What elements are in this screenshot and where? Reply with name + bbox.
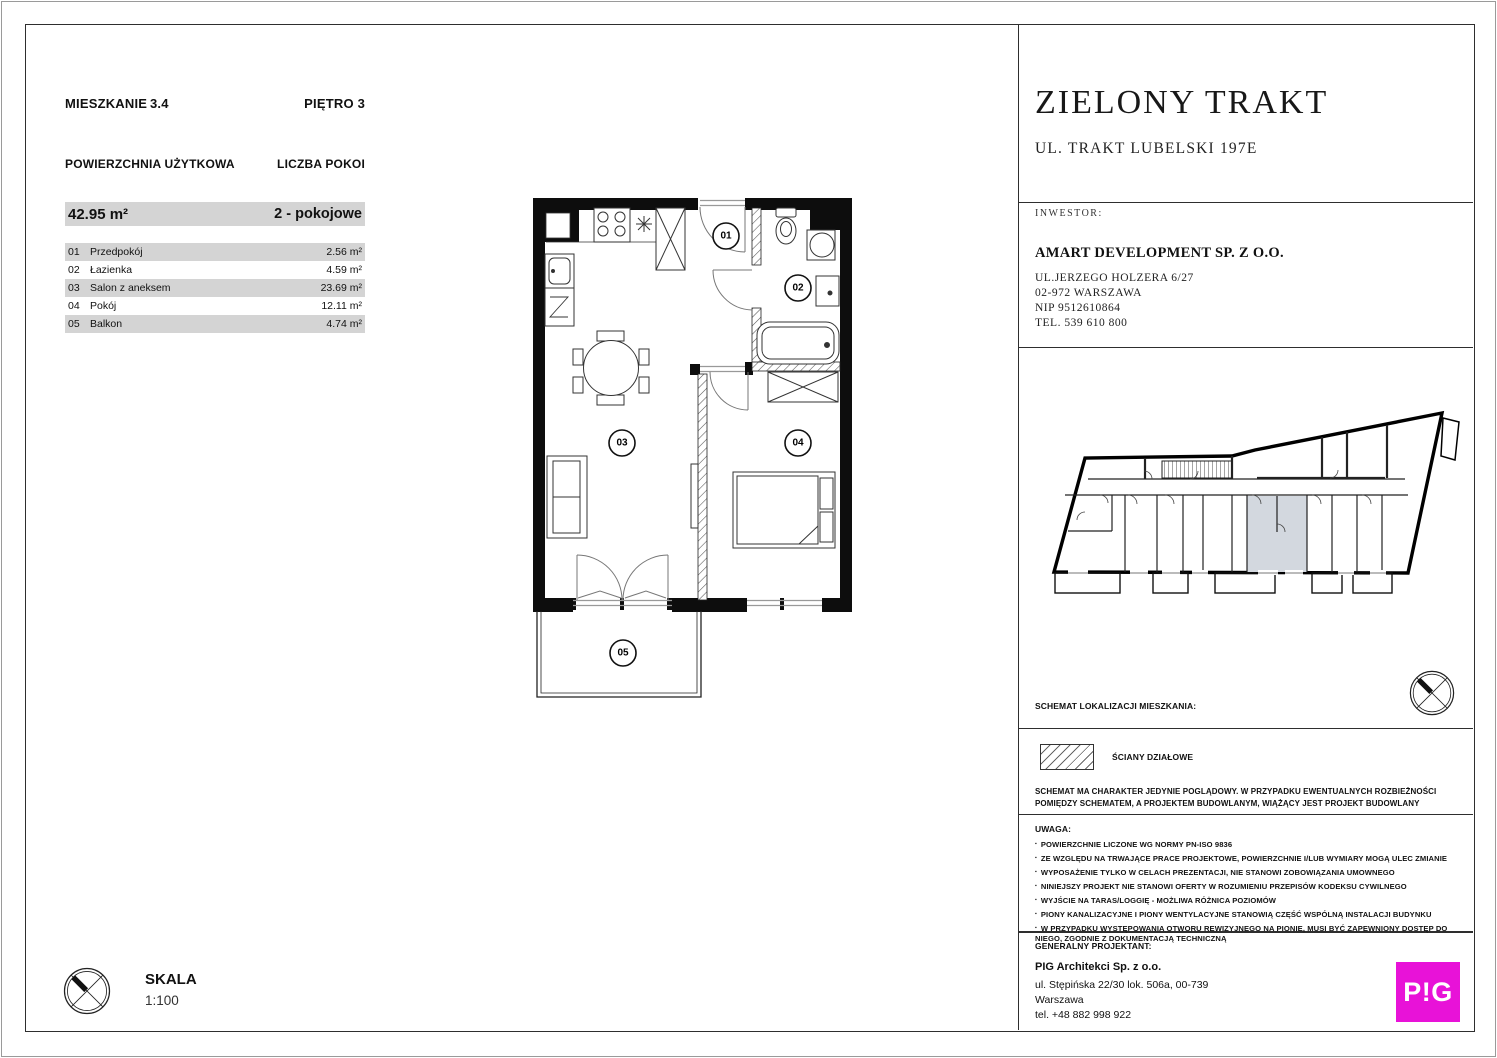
room-label: 01 (720, 230, 732, 242)
investor-address2: 02-972 WARSZAWA (1035, 287, 1142, 299)
room-no: 02 (68, 264, 80, 276)
unit-label: MIESZKANIE (65, 96, 148, 111)
scale-value: 1:100 (145, 993, 179, 1008)
floor-label: PIĘTRO 3 (304, 96, 365, 111)
exterior-walls (533, 198, 852, 612)
divider-legend (1019, 814, 1473, 815)
divider-header (1019, 202, 1473, 203)
room-no: 04 (68, 300, 80, 312)
room-label: 03 (616, 437, 628, 449)
bedroom-furniture (733, 372, 838, 548)
table-row (65, 261, 365, 279)
sink-symbol-icon (636, 216, 652, 232)
north-compass-icon (1408, 669, 1456, 717)
room-label: 04 (792, 437, 804, 449)
designer-name: PIG Architekci Sp. z o.o. (1035, 961, 1162, 973)
apartment-floorplan (530, 195, 862, 712)
rooms-header: LICZBA POKOI (277, 157, 365, 171)
room-label: 05 (617, 647, 629, 659)
notes-title: UWAGA: (1035, 824, 1072, 834)
note-item: ▪ W PRZYPADKU WYSTĘPOWANIA OTWORU REWIZYJNEGO NA PIONIE, MUSI BYĆ ZAPEWNIONY DOSTĘP DO NIEGO, ZGODNIE Z DOKUMENTACJĄ TECHNICZNĄ (1035, 923, 1463, 944)
investor-name: AMART DEVELOPMENT SP. Z O.O. (1035, 245, 1284, 261)
room-name: Balkon (90, 318, 123, 330)
table-row (65, 243, 365, 261)
room-area: 4.59 m² (326, 264, 362, 276)
legend-walls-label: ŚCIANY DZIAŁOWE (1112, 752, 1194, 762)
room-no: 05 (68, 318, 80, 330)
designer-tel: tel. +48 882 998 922 (1035, 1009, 1132, 1021)
area-header: POWIERZCHNIA UŻYTKOWA (65, 157, 235, 171)
unit-area: 42.95 m² (68, 205, 129, 223)
project-title: ZIELONY TRAKT (1035, 84, 1329, 121)
table-row (65, 315, 365, 333)
note-item: ▪ PIONY KANALIZACYJNE I PIONY WENTYLACYJNE STANOWIĄ CZĘŚĆ WSPÓLNĄ INSTALACJI BUDYNKU (1035, 909, 1463, 920)
investor-address1: UL.JERZEGO HOLZERA 6/27 (1035, 272, 1194, 284)
room-name: Pokój (90, 300, 117, 312)
room-name: Przedpokój (90, 246, 143, 258)
table-row (65, 279, 365, 297)
note-item: ▪ WYJŚCIE NA TARAS/LOGGIĘ - MOŻLIWA RÓŻNICA POZIOMÓW (1035, 895, 1463, 906)
room-area: 2.56 m² (326, 246, 362, 258)
summary-band (65, 202, 365, 226)
room-area: 4.74 m² (326, 318, 362, 330)
unit-number: 3.4 (150, 96, 169, 111)
note-item: ▪ NINIEJSZY PROJEKT NIE STANOWI OFERTY W ROZUMIENIU PRZEPISÓW KODEKSU CYWILNEGO (1035, 881, 1463, 892)
divider-location (1019, 728, 1473, 729)
north-compass-icon (62, 966, 112, 1016)
building-location-schematic (1040, 392, 1460, 604)
note-item: ▪ POWIERZCHNIE LICZONE WG NORMY PN-ISO 9836 (1035, 839, 1463, 850)
sofa (547, 456, 698, 538)
shaft (546, 213, 570, 238)
project-address: UL. TRAKT LUBELSKI 197E (1035, 140, 1258, 157)
room-no: 03 (68, 282, 80, 294)
panel-divider (1018, 24, 1019, 1030)
room-label: 02 (792, 282, 804, 294)
schematic-disclaimer: SCHEMAT MA CHARAKTER JEDYNIE POGLĄDOWY. W PRZYPADKU EWENTUALNYCH ROZBIEŻNOŚCI POMIĘDZY SCHEMATEM, A PROJEKTEM BUDOWLANYM, WIĄŻĄCY JEST PROJEKT BUDOWLANY (1035, 787, 1437, 808)
investor-nip: NIP 9512610864 (1035, 302, 1121, 314)
room-area: 12.11 m² (321, 300, 362, 312)
schematic-balconies (1055, 573, 1392, 593)
room-table (65, 243, 365, 333)
note-item: ▪ WYPOSAŻENIE TYLKO W CELACH PREZENTACJI, NIE STANOWI ZOBOWIĄZANIA UMOWNEGO (1035, 867, 1463, 878)
dining-set (573, 331, 649, 405)
partition-wall-hatch-swatch (1040, 744, 1094, 770)
investor-label: INWESTOR: (1035, 208, 1103, 219)
designer-label: GENERALNY PROJEKTANT: (1035, 941, 1152, 951)
pig-logo: P!G (1396, 962, 1460, 1022)
unit-rooms-count: 2 - pokojowe (274, 206, 362, 222)
location-schematic-label: SCHEMAT LOKALIZACJI MIESZKANIA: (1035, 701, 1197, 711)
note-item: ▪ ZE WZGLĘDU NA TRWAJĄCE PRACE PROJEKTOWE, POWIERZCHNIE I/LUB WYMIARY MOGĄ ULEC ZMIANIE (1035, 853, 1463, 864)
room-no: 01 (68, 246, 80, 258)
table-row (65, 297, 365, 315)
notes-list (1035, 839, 1463, 947)
designer-address1: ul. Stępińska 22/30 lok. 506a, 00-739 (1035, 979, 1209, 991)
investor-tel: TEL. 539 610 800 (1035, 317, 1128, 329)
designer-address2: Warszawa (1035, 994, 1084, 1006)
room-name: Łazienka (90, 264, 133, 276)
room-name: Salon z aneksem (90, 282, 171, 294)
scale-label: SKALA (145, 971, 197, 988)
room-area: 23.69 m² (320, 282, 362, 294)
divider-investor (1019, 347, 1473, 348)
